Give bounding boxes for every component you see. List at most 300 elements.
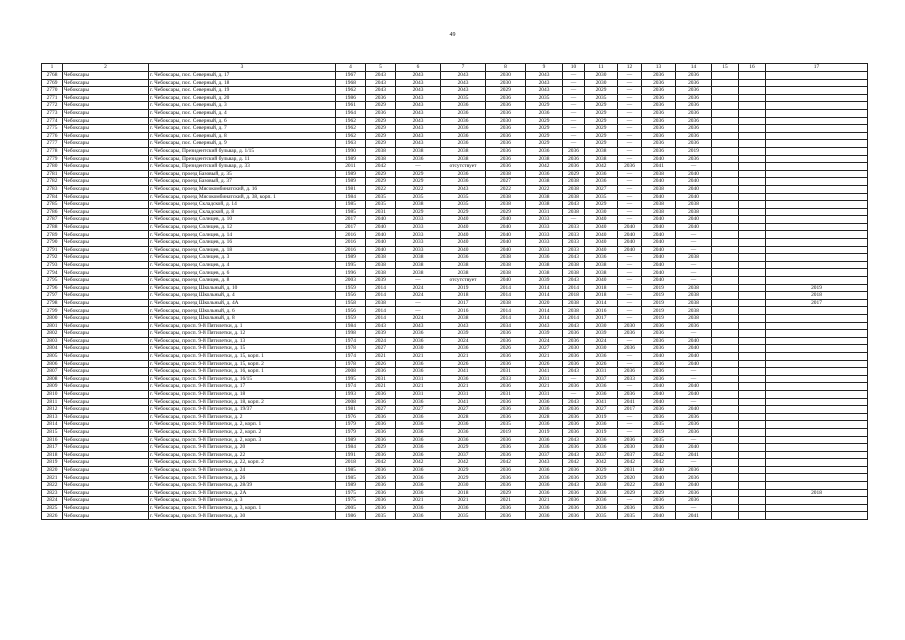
table-cell: Чебоксары bbox=[63, 352, 149, 360]
table-cell: 2776 bbox=[42, 132, 63, 140]
table-cell: 2030 bbox=[585, 208, 618, 216]
table-cell: 2036 bbox=[366, 109, 396, 117]
table-cell: Чебоксары bbox=[63, 315, 149, 323]
table-cell: 2037 bbox=[585, 375, 618, 383]
table-cell: 2031 bbox=[526, 208, 563, 216]
table-cell: 2036 bbox=[396, 451, 441, 459]
table-cell bbox=[766, 147, 868, 155]
table-cell bbox=[766, 421, 868, 429]
table-cell: 2030 bbox=[585, 322, 618, 330]
table-cell: — bbox=[676, 330, 712, 338]
table-cell: Чебоксары bbox=[63, 261, 149, 269]
table-cell: 2030 bbox=[486, 117, 526, 125]
table-cell bbox=[766, 322, 868, 330]
table-cell: 2038 bbox=[563, 261, 585, 269]
table-cell: 2036 bbox=[396, 466, 441, 474]
table-cell: 2033 bbox=[563, 239, 585, 247]
table-cell: 2035 bbox=[526, 94, 563, 102]
table-cell: 2040 bbox=[642, 466, 676, 474]
table-cell: 2029 bbox=[585, 87, 618, 95]
table-cell bbox=[739, 109, 766, 117]
table-cell: 2040 bbox=[642, 474, 676, 482]
table-cell: 2036 bbox=[486, 140, 526, 148]
table-cell: 2036 bbox=[441, 125, 486, 133]
table-cell: 2038 bbox=[676, 315, 712, 323]
table-cell: 2018 bbox=[441, 292, 486, 300]
table-cell: 2036 bbox=[618, 436, 642, 444]
table-cell: 2043 bbox=[441, 322, 486, 330]
table-cell: 2038 bbox=[676, 299, 712, 307]
table-cell: 2043 bbox=[366, 72, 396, 80]
table-cell: 2030 bbox=[585, 482, 618, 490]
table-cell: Чебоксары bbox=[63, 117, 149, 125]
table-cell: 2036 bbox=[585, 254, 618, 262]
table-cell: г. Чебоксары, просп. 9-й Пятилетки, д. 3 bbox=[149, 497, 336, 505]
table-cell: 2038 bbox=[642, 208, 676, 216]
table-cell bbox=[739, 277, 766, 285]
table-cell bbox=[712, 223, 739, 231]
table-cell: 2043 bbox=[441, 79, 486, 87]
table-cell: 2038 bbox=[396, 201, 441, 209]
table-cell: — bbox=[676, 459, 712, 467]
table-row bbox=[42, 368, 868, 376]
table-cell: Чебоксары bbox=[63, 459, 149, 467]
column-header: 3 bbox=[149, 64, 336, 72]
table-cell: — bbox=[618, 185, 642, 193]
table-cell bbox=[739, 147, 766, 155]
table-cell: 2035 bbox=[441, 201, 486, 209]
table-cell: 2036 bbox=[642, 94, 676, 102]
table-cell bbox=[739, 170, 766, 178]
table-cell bbox=[712, 170, 739, 178]
table-cell: 2811 bbox=[42, 398, 63, 406]
table-cell bbox=[739, 504, 766, 512]
table-cell: 2038 bbox=[526, 155, 563, 163]
table-cell: 2036 bbox=[585, 352, 618, 360]
table-cell: 2021 bbox=[441, 352, 486, 360]
table-cell: 2036 bbox=[618, 345, 642, 353]
table-cell: — bbox=[618, 269, 642, 277]
table-cell: 2818 bbox=[42, 451, 63, 459]
table-cell: 2038 bbox=[642, 185, 676, 193]
table-cell: 2784 bbox=[42, 193, 63, 201]
table-cell: 2036 bbox=[642, 72, 676, 80]
table-cell: 2028 bbox=[441, 413, 486, 421]
column-header: 2 bbox=[63, 64, 149, 72]
table-cell: 2036 bbox=[563, 360, 585, 368]
table-cell: 2036 bbox=[441, 421, 486, 429]
table-row bbox=[42, 261, 868, 269]
table-row bbox=[42, 239, 868, 247]
table-cell: 2036 bbox=[563, 466, 585, 474]
table-cell bbox=[712, 246, 739, 254]
table-cell: Чебоксары bbox=[63, 72, 149, 80]
table-cell: 2036 bbox=[642, 345, 676, 353]
table-cell: 2036 bbox=[642, 109, 676, 117]
table-cell: 2038 bbox=[563, 269, 585, 277]
table-row bbox=[42, 292, 868, 300]
table-cell: 2038 bbox=[396, 147, 441, 155]
table-cell: 2036 bbox=[585, 421, 618, 429]
table-cell: — bbox=[618, 72, 642, 80]
table-cell: 2773 bbox=[42, 109, 63, 117]
table-row bbox=[42, 436, 868, 444]
table-cell: г. Чебоксары, проезд Мясокомбинатский, д. 38, корп. 1 bbox=[149, 193, 336, 201]
table-cell: 2027 bbox=[486, 178, 526, 186]
table-cell bbox=[766, 277, 868, 285]
table-cell: 2036 bbox=[676, 474, 712, 482]
table-cell bbox=[766, 482, 868, 490]
table-cell: 2043 bbox=[366, 87, 396, 95]
table-cell: 2026 bbox=[486, 345, 526, 353]
table-cell: 2043 bbox=[441, 72, 486, 80]
table-cell: 2038 bbox=[585, 269, 618, 277]
table-cell: 1974 bbox=[336, 337, 366, 345]
table-row bbox=[42, 466, 868, 474]
table-cell: Чебоксары bbox=[63, 94, 149, 102]
table-cell: 2040 bbox=[642, 223, 676, 231]
table-cell: Чебоксары bbox=[63, 368, 149, 376]
table-cell: Чебоксары bbox=[63, 406, 149, 414]
table-row bbox=[42, 428, 868, 436]
table-cell: 2807 bbox=[42, 368, 63, 376]
table-cell: 2790 bbox=[42, 239, 63, 247]
table-cell: 2042 bbox=[585, 459, 618, 467]
table-cell: Чебоксары bbox=[63, 223, 149, 231]
table-cell bbox=[739, 413, 766, 421]
table-cell: 2022 bbox=[618, 482, 642, 490]
table-cell: 2042 bbox=[396, 459, 441, 467]
table-cell: 2029 bbox=[486, 489, 526, 497]
table-cell: 2029 bbox=[526, 117, 563, 125]
table-cell: 2019 bbox=[766, 284, 868, 292]
table-cell: 2036 bbox=[486, 482, 526, 490]
table-cell: 2038 bbox=[563, 299, 585, 307]
table-cell: Чебоксары bbox=[63, 269, 149, 277]
table-cell bbox=[739, 421, 766, 429]
table-cell: Чебоксары bbox=[63, 239, 149, 247]
table-cell: 2027 bbox=[396, 406, 441, 414]
table-cell: г. Чебоксары, просп. 9-й Пятилетки, д. 30 bbox=[149, 512, 336, 520]
table-cell: 2036 bbox=[396, 337, 441, 345]
table-cell bbox=[766, 269, 868, 277]
table-cell: 2036 bbox=[642, 87, 676, 95]
table-cell: — bbox=[676, 436, 712, 444]
column-header: 14 bbox=[676, 64, 712, 72]
table-cell: 2035 bbox=[642, 436, 676, 444]
table-cell: 2029 bbox=[366, 117, 396, 125]
table-cell bbox=[739, 474, 766, 482]
table-cell bbox=[766, 125, 868, 133]
column-header: 17 bbox=[766, 64, 868, 72]
table-cell: 2043 bbox=[366, 322, 396, 330]
table-cell: 2033 bbox=[526, 246, 563, 254]
table-cell: 2036 bbox=[563, 444, 585, 452]
column-header: 10 bbox=[563, 64, 585, 72]
table-row bbox=[42, 72, 868, 80]
column-header: 9 bbox=[526, 64, 563, 72]
table-cell: 2036 bbox=[618, 390, 642, 398]
table-cell: 2036 bbox=[563, 504, 585, 512]
table-cell: 2030 bbox=[563, 345, 585, 353]
table-cell: 2017 bbox=[766, 299, 868, 307]
table-cell: 2027 bbox=[585, 185, 618, 193]
table-cell bbox=[739, 125, 766, 133]
table-cell: 2030 bbox=[486, 72, 526, 80]
column-header: 5 bbox=[366, 64, 396, 72]
table-cell: 2036 bbox=[486, 512, 526, 520]
table-cell bbox=[739, 201, 766, 209]
table-cell: 2036 bbox=[441, 117, 486, 125]
table-cell: 2036 bbox=[366, 451, 396, 459]
table-cell: 1995 bbox=[336, 261, 366, 269]
table-cell: — bbox=[618, 201, 642, 209]
table-cell: 2036 bbox=[366, 466, 396, 474]
table-cell bbox=[739, 117, 766, 125]
table-cell: 2036 bbox=[563, 413, 585, 421]
table-cell bbox=[766, 428, 868, 436]
table-cell: 1964 bbox=[336, 109, 366, 117]
table-cell: 2040 bbox=[642, 261, 676, 269]
table-row bbox=[42, 246, 868, 254]
table-cell bbox=[739, 292, 766, 300]
table-cell: — bbox=[676, 231, 712, 239]
table-cell: 2036 bbox=[396, 428, 441, 436]
table-cell: 2021 bbox=[441, 497, 486, 505]
table-cell: 2033 bbox=[563, 231, 585, 239]
table-cell: г. Чебоксары, просп. 9-й Пятилетки, д. 15 bbox=[149, 345, 336, 353]
table-cell: — bbox=[563, 132, 585, 140]
table-cell: 2825 bbox=[42, 504, 63, 512]
table-cell: 2036 bbox=[676, 125, 712, 133]
table-cell bbox=[766, 185, 868, 193]
table-cell: 2014 bbox=[366, 284, 396, 292]
table-cell: г. Чебоксары, Президентский бульвар, д. 11 bbox=[149, 155, 336, 163]
table-cell: — bbox=[676, 277, 712, 285]
table-cell: 2036 bbox=[585, 497, 618, 505]
table-cell: 2036 bbox=[486, 474, 526, 482]
table-cell: 2043 bbox=[396, 322, 441, 330]
table-cell: 2018 bbox=[441, 489, 486, 497]
table-cell: 2043 bbox=[396, 87, 441, 95]
table-cell: 2038 bbox=[366, 299, 396, 307]
table-cell: 2813 bbox=[42, 413, 63, 421]
table-cell: 2040 bbox=[441, 216, 486, 224]
table-cell: 2036 bbox=[486, 352, 526, 360]
table-cell: 2043 bbox=[526, 87, 563, 95]
table-cell: 2038 bbox=[396, 269, 441, 277]
table-cell: — bbox=[396, 299, 441, 307]
table-cell: 2038 bbox=[676, 284, 712, 292]
table-cell: — bbox=[618, 79, 642, 87]
table-cell: 2018 bbox=[585, 284, 618, 292]
table-cell bbox=[739, 459, 766, 467]
table-cell: 2036 bbox=[396, 330, 441, 338]
table-cell bbox=[712, 261, 739, 269]
table-cell: г. Чебоксары, проезд Складской, д. 8 bbox=[149, 208, 336, 216]
table-cell: — bbox=[618, 352, 642, 360]
table-cell bbox=[766, 307, 868, 315]
table-row bbox=[42, 497, 868, 505]
table-cell: 2768 bbox=[42, 72, 63, 80]
table-cell: 2029 bbox=[396, 178, 441, 186]
table-cell: 2036 bbox=[563, 428, 585, 436]
table-cell bbox=[712, 277, 739, 285]
table-cell: — bbox=[676, 246, 712, 254]
table-cell: 2040 bbox=[642, 482, 676, 490]
table-cell: 2042 bbox=[563, 459, 585, 467]
table-cell: 2029 bbox=[366, 170, 396, 178]
table-cell bbox=[766, 246, 868, 254]
table-cell: 2040 bbox=[486, 231, 526, 239]
table-cell: 2022 bbox=[486, 185, 526, 193]
table-cell: 2040 bbox=[441, 246, 486, 254]
table-cell: 2030 bbox=[585, 345, 618, 353]
table-cell: 2036 bbox=[396, 482, 441, 490]
table-cell: 2038 bbox=[486, 193, 526, 201]
table-cell: г. Чебоксары, просп. 9-й Пятилетки, д. 18, корп. 2 bbox=[149, 398, 336, 406]
table-cell: 2043 bbox=[563, 201, 585, 209]
table-cell bbox=[766, 451, 868, 459]
table-cell bbox=[739, 322, 766, 330]
table-cell: 2798 bbox=[42, 299, 63, 307]
table-cell: 1968 bbox=[336, 79, 366, 87]
table-cell: 2824 bbox=[42, 497, 63, 505]
table-cell: 2014 bbox=[526, 292, 563, 300]
table-cell bbox=[766, 193, 868, 201]
table-cell bbox=[739, 360, 766, 368]
table-cell bbox=[766, 337, 868, 345]
table-cell: 2036 bbox=[486, 163, 526, 171]
table-cell: 2031 bbox=[366, 375, 396, 383]
table-cell: — bbox=[618, 155, 642, 163]
table-cell: — bbox=[563, 102, 585, 110]
table-cell: 1959 bbox=[336, 284, 366, 292]
table-cell bbox=[766, 512, 868, 520]
table-cell: 2036 bbox=[642, 360, 676, 368]
table-cell: 2026 bbox=[441, 360, 486, 368]
table-cell: 2029 bbox=[642, 489, 676, 497]
table-cell: 2014 bbox=[526, 307, 563, 315]
table-cell: 2771 bbox=[42, 94, 63, 102]
table-cell: 1962 bbox=[336, 125, 366, 133]
table-cell bbox=[739, 330, 766, 338]
table-cell: г. Чебоксары, пос. Северный, д. 6 bbox=[149, 117, 336, 125]
table-cell: — bbox=[563, 87, 585, 95]
table-cell bbox=[739, 87, 766, 95]
table-cell: 2020 bbox=[526, 299, 563, 307]
table-cell: г. Чебоксары, проезд Школьный, д. 4А bbox=[149, 299, 336, 307]
table-cell: 2022 bbox=[366, 185, 396, 193]
table-cell: 2021 bbox=[366, 352, 396, 360]
table-cell: 2040 bbox=[642, 444, 676, 452]
table-cell: г. Чебоксары, проезд Складской, д. 14 bbox=[149, 201, 336, 209]
table-cell: 2029 bbox=[396, 208, 441, 216]
table-cell bbox=[766, 413, 868, 421]
table-cell: 2040 bbox=[676, 185, 712, 193]
table-cell: 2014 bbox=[486, 292, 526, 300]
table-cell: 2039 bbox=[526, 330, 563, 338]
table-cell: 2030 bbox=[441, 482, 486, 490]
table-cell: 2038 bbox=[441, 269, 486, 277]
table-cell: 2036 bbox=[486, 436, 526, 444]
table-cell: 2040 bbox=[618, 223, 642, 231]
table-cell: 2029 bbox=[526, 125, 563, 133]
table-cell bbox=[739, 466, 766, 474]
table-cell: 2038 bbox=[486, 254, 526, 262]
table-cell: 2036 bbox=[486, 330, 526, 338]
table-cell: 2019 bbox=[642, 428, 676, 436]
table-cell: 2033 bbox=[396, 216, 441, 224]
table-cell: Чебоксары bbox=[63, 413, 149, 421]
column-header: 13 bbox=[642, 64, 676, 72]
table-row bbox=[42, 307, 868, 315]
table-cell: — bbox=[618, 277, 642, 285]
table-cell bbox=[766, 216, 868, 224]
table-cell: 2038 bbox=[642, 201, 676, 209]
table-cell: 1978 bbox=[336, 345, 366, 353]
table-row bbox=[42, 185, 868, 193]
table-row bbox=[42, 504, 868, 512]
table-row bbox=[42, 125, 868, 133]
table-cell: г. Чебоксары, просп. 9-й Пятилетки, д. 24 bbox=[149, 466, 336, 474]
table-cell: 2040 bbox=[676, 406, 712, 414]
table-cell: 2035 bbox=[585, 94, 618, 102]
table-cell: 2037 bbox=[441, 451, 486, 459]
table-cell: г. Чебоксары, просп. 9-й Пятилетки, д. 22 bbox=[149, 451, 336, 459]
table-cell: 2036 bbox=[486, 147, 526, 155]
table-cell: г. Чебоксары, Президентский бульвар, д. 1/15 bbox=[149, 147, 336, 155]
table-cell: 2036 bbox=[366, 497, 396, 505]
table-cell: г. Чебоксары, просп. 9-й Пятилетки, д. 2А bbox=[149, 489, 336, 497]
table-cell bbox=[766, 345, 868, 353]
table-cell: 2041 bbox=[642, 163, 676, 171]
table-row bbox=[42, 474, 868, 482]
table-cell bbox=[712, 102, 739, 110]
table-cell bbox=[739, 368, 766, 376]
table-cell: 2019 bbox=[585, 413, 618, 421]
table-cell: 2029 bbox=[441, 444, 486, 452]
table-cell bbox=[766, 315, 868, 323]
table-cell: 2040 bbox=[676, 383, 712, 391]
table-cell: 2822 bbox=[42, 482, 63, 490]
table-cell: 2038 bbox=[676, 208, 712, 216]
table-cell: 1989 bbox=[336, 254, 366, 262]
table-cell: 2029 bbox=[366, 132, 396, 140]
table-cell: 1962 bbox=[336, 132, 366, 140]
table-cell: 2036 bbox=[563, 352, 585, 360]
table-cell: 2038 bbox=[563, 208, 585, 216]
table-cell: 2042 bbox=[366, 163, 396, 171]
table-cell: 2041 bbox=[526, 368, 563, 376]
table-cell: 2038 bbox=[585, 147, 618, 155]
table-cell: 2040 bbox=[486, 239, 526, 247]
table-cell: 2018 bbox=[766, 292, 868, 300]
table-cell: 2038 bbox=[676, 254, 712, 262]
table-cell: — bbox=[676, 504, 712, 512]
table-cell: 2043 bbox=[396, 94, 441, 102]
table-row bbox=[42, 178, 868, 186]
table-cell: 2036 bbox=[526, 444, 563, 452]
table-cell bbox=[739, 72, 766, 80]
table-cell: 2036 bbox=[526, 482, 563, 490]
table-cell bbox=[739, 102, 766, 110]
table-cell bbox=[712, 436, 739, 444]
table-cell: 2038 bbox=[441, 147, 486, 155]
table-cell: 2029 bbox=[585, 474, 618, 482]
table-cell bbox=[766, 383, 868, 391]
table-cell: 2036 bbox=[526, 170, 563, 178]
